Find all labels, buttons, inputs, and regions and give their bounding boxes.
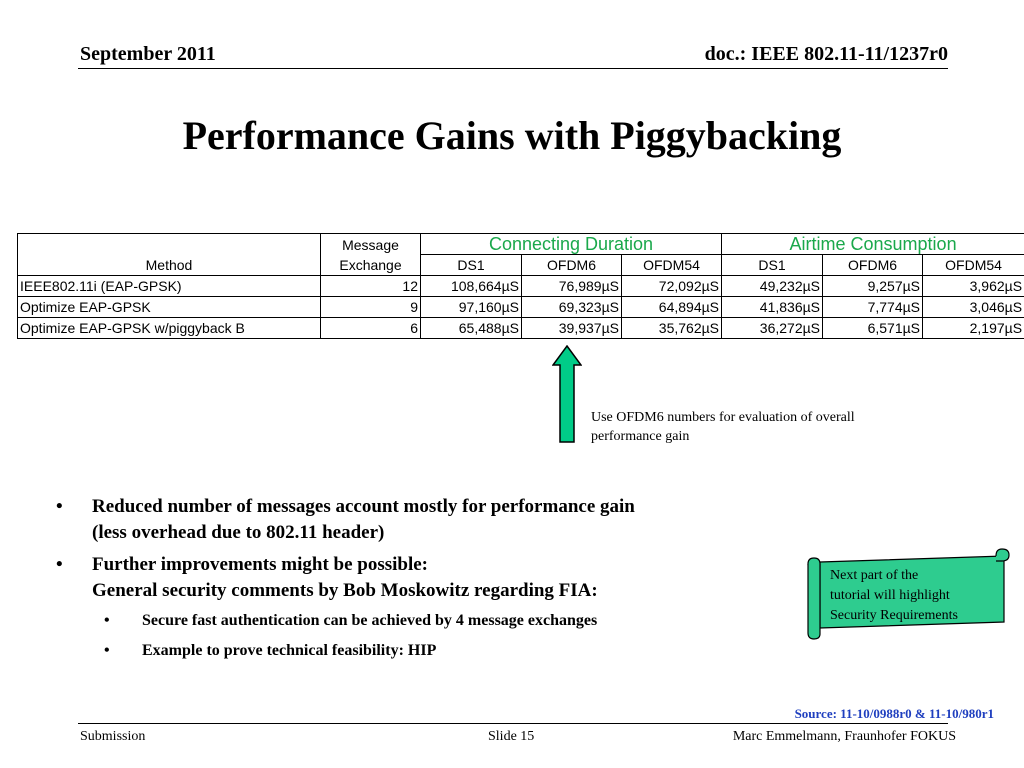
header-date: September 2011: [80, 43, 216, 65]
row-ac-ds1: 41,836µS: [722, 297, 823, 318]
footer-divider: [78, 723, 948, 724]
footer-submission: Submission: [80, 729, 146, 744]
subheader-ofdm54: OFDM54: [622, 255, 722, 276]
row-messages: 9: [321, 297, 421, 318]
bullet-text: General security comments by Bob Moskowitz regarding FIA:: [92, 580, 598, 601]
row-ac-ds1: 36,272µS: [722, 318, 823, 339]
bullet-text: Further improvements might be possible:: [92, 554, 429, 575]
row-cd-ds1: 97,160µS: [421, 297, 522, 318]
bullet-text: Reduced number of messages account mostly for performance gain: [92, 496, 635, 517]
bullet-dot-icon: •: [56, 554, 63, 575]
row-ac-ofdm6: 7,774µS: [823, 297, 923, 318]
row-ac-ofdm54: 3,046µS: [923, 297, 1024, 318]
connecting-duration-header: Connecting Duration: [421, 234, 722, 255]
bullet-dot-icon: •: [56, 496, 63, 517]
sub-bullet-item: [56, 610, 776, 632]
header-doc-id: doc.: IEEE 802.11-11/1237r0: [704, 43, 948, 65]
bullet-item: [56, 494, 776, 546]
subheader-ds1: DS1: [722, 255, 823, 276]
row-method: IEEE802.11i (EAP-GPSK): [18, 276, 321, 297]
row-ac-ds1: 49,232µS: [722, 276, 823, 297]
row-cd-ofdm54: 35,762µS: [622, 318, 722, 339]
annotation-line-1: Use OFDM6 numbers for evaluation of overall: [591, 410, 855, 425]
callout-line: tutorial will highlight: [830, 588, 950, 603]
row-messages: 12: [321, 276, 421, 297]
row-cd-ofdm6: 39,937µS: [522, 318, 622, 339]
row-cd-ds1: 108,664µS: [421, 276, 522, 297]
row-ac-ofdm54: 2,197µS: [923, 318, 1024, 339]
table-row: [18, 318, 1024, 339]
row-ac-ofdm6: 9,257µS: [823, 276, 923, 297]
subheader-ofdm54: OFDM54: [923, 255, 1024, 276]
row-ac-ofdm6: 6,571µS: [823, 318, 923, 339]
source-reference: Source: 11-10/0988r0 & 11-10/980r1: [794, 706, 994, 721]
performance-table: [17, 233, 1024, 339]
row-messages: 6: [321, 318, 421, 339]
header-divider: [78, 68, 948, 69]
table-header-row: [18, 234, 1024, 255]
callout-line: Next part of the: [830, 568, 919, 583]
message-exchange-header: Message Exchange: [321, 234, 421, 276]
row-cd-ds1: 65,488µS: [421, 318, 522, 339]
row-cd-ofdm54: 64,894µS: [622, 297, 722, 318]
bullet-list: [56, 494, 776, 670]
up-arrow-icon: [552, 345, 582, 443]
row-cd-ofdm54: 72,092µS: [622, 276, 722, 297]
annotation-line-2: performance gain: [591, 429, 690, 444]
footer-slide-number: Slide 15: [488, 729, 535, 744]
sub-bullet-text: Example to prove technical feasibility: HIP: [142, 642, 437, 659]
row-ac-ofdm54: 3,962µS: [923, 276, 1024, 297]
callout-line: Security Requirements: [830, 608, 958, 623]
bullet-dot-icon: •: [104, 612, 110, 629]
bullet-dot-icon: •: [104, 642, 110, 659]
ofdm6-annotation: [591, 408, 931, 446]
method-header: Method: [18, 234, 321, 276]
bullet-text: (less overhead due to 802.11 header): [92, 522, 385, 543]
row-method: Optimize EAP-GPSK: [18, 297, 321, 318]
callout-text: [830, 566, 1000, 626]
subheader-ofdm6: OFDM6: [522, 255, 622, 276]
row-cd-ofdm6: 69,323µS: [522, 297, 622, 318]
row-cd-ofdm6: 76,989µS: [522, 276, 622, 297]
row-method: Optimize EAP-GPSK w/piggyback B: [18, 318, 321, 339]
subheader-ds1: DS1: [421, 255, 522, 276]
table-row: [18, 276, 1024, 297]
sub-bullet-text: Secure fast authentication can be achieved by 4 message exchanges: [142, 612, 598, 629]
airtime-consumption-header: Airtime Consumption: [722, 234, 1024, 255]
sub-bullet-item: [56, 640, 776, 662]
subheader-ofdm6: OFDM6: [823, 255, 923, 276]
bullet-item: [56, 552, 776, 604]
slide-title: Performance Gains with Piggybacking: [182, 113, 842, 158]
footer-author: Marc Emmelmann, Fraunhofer FOKUS: [732, 729, 956, 744]
table-row: [18, 297, 1024, 318]
